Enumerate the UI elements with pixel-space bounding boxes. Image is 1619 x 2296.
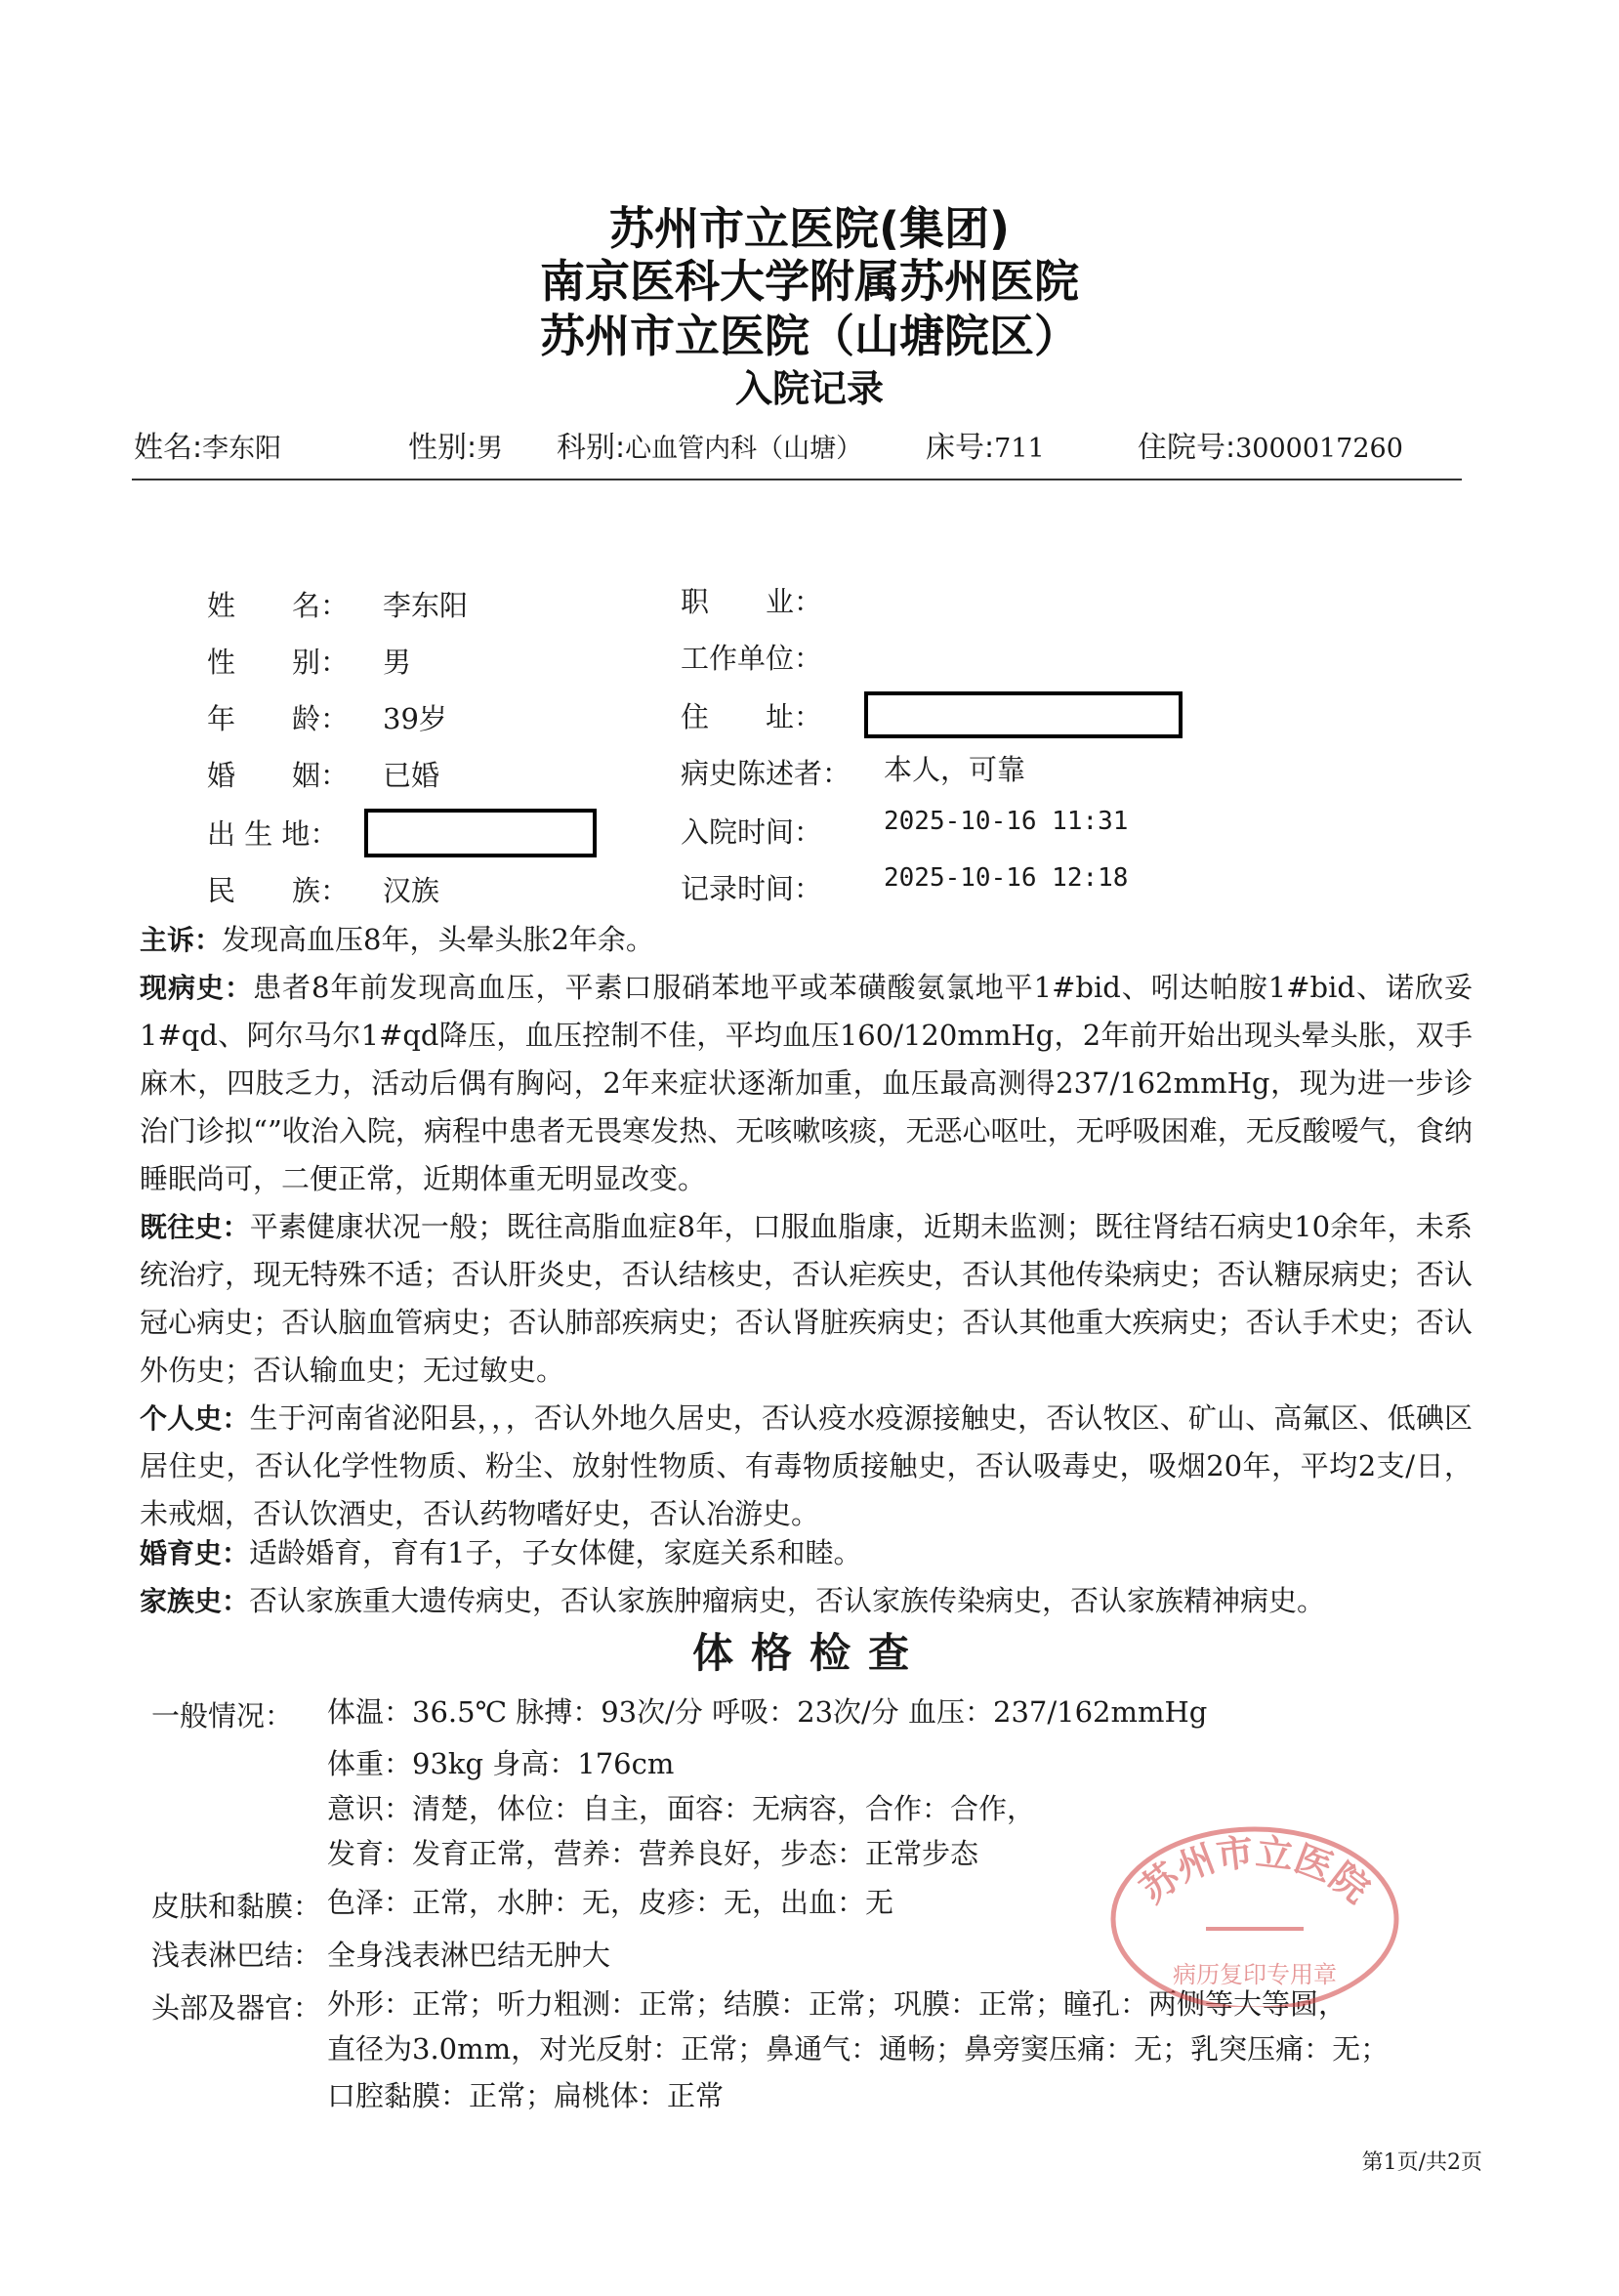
- info-admit-time-label: 入院时间：: [681, 815, 823, 849]
- present-illness: 现病史：患者8年前发现高血压，平素口服硝苯地平或苯磺酸氨氯地平1#bid、吲达帕胺1#bid、诺欣妥1#qd、阿尔马尔1#qd降压，血压控制不佳，平均血压160/120mmHg，2年前开始出现头晕头胀，双手麻木，四肢乏力，活动后偶有胸闷，2年来症状逐渐加重，血压最高测得237/162mmHg，现为进一步诊治门诊拟“”收治入院，病程中患者无畏寒发热、无咳嗽咳痰，无恶心呕吐，无呼吸困难，无反酸嗳气，食纳睡眠尚可，二便正常，近期体重无明显改变。: [140, 971, 1473, 1195]
- info-narrator-label: 病史陈述者：: [681, 757, 851, 790]
- exam-skin: 色泽：正常，水肿：无，皮疹：无，出血：无: [327, 1886, 894, 1919]
- info-marital-label: 婚 姻：: [207, 759, 350, 792]
- svg-text:苏州市立医院: 苏州市立医院: [1132, 1830, 1378, 1912]
- header-department: 科别:心血管内科（山塘）: [557, 431, 863, 465]
- info-ethnicity-label: 民 族：: [207, 874, 350, 907]
- personal-history: 个人史：生于河南省泌阳县，，，否认外地久居史，否认疫水疫源接触史，否认牧区、矿山、高氟区、低碘区居住史，否认化学性物质、粉尘、放射性物质、有毒物质接触史，否认吸毒史，吸烟20年，平均2支/日，未戒烟，否认饮酒史，否认药物嗜好史，否认冶游史。: [140, 1401, 1473, 1530]
- exam-general-consciousness: 意识：清楚，体位：自主，面容：无病容，合作：合作，: [327, 1792, 1036, 1825]
- exam-general-development: 发育：发育正常，营养：营养良好，步态：正常步态: [327, 1837, 979, 1870]
- info-address-label: 住 址：: [681, 700, 823, 733]
- chief-complaint: 主诉：发现高血压8年，头晕头胀2年余。: [140, 923, 654, 956]
- exam-lymph-label: 浅表淋巴结：: [151, 1939, 322, 1972]
- exam-head-line1: 外形：正常；听力粗测：正常；结膜：正常；巩膜：正常；瞳孔：两侧等大等圆，: [327, 1987, 1348, 2021]
- info-narrator: 本人，可靠: [884, 753, 1026, 786]
- info-ethnicity: 汉族: [383, 874, 440, 907]
- exam-general-vitals: 体温：36.5℃ 脉搏：93次/分 呼吸：23次/分 血压：237/162mmHg: [327, 1695, 1208, 1729]
- birthplace-redaction: [364, 809, 597, 857]
- info-employer-label: 工作单位：: [681, 642, 823, 675]
- svg-text:病历复印专用章: 病历复印专用章: [1173, 1961, 1337, 1988]
- exam-lymph: 全身浅表淋巴结无肿大: [327, 1939, 611, 1972]
- header-admission-number: 住院号:3000017260: [1138, 431, 1403, 465]
- info-sex: 男: [383, 646, 412, 679]
- info-age-label: 年 龄：: [207, 702, 350, 735]
- info-sex-label: 性 别：: [207, 646, 350, 679]
- document-title: 入院记录: [734, 367, 884, 410]
- address-redaction: [864, 691, 1183, 738]
- header-divider: [132, 479, 1462, 480]
- exam-head-line3: 口腔黏膜：正常；扁桃体：正常: [327, 2079, 725, 2112]
- header-sex: 性别:男: [408, 431, 504, 465]
- campus-name: 苏州市立医院（山塘院区）: [540, 310, 1079, 362]
- info-admit-time: 2025-10-16 11:31: [884, 807, 1129, 836]
- info-age: 39岁: [383, 702, 447, 735]
- page-number: 第1页/共2页: [1361, 2150, 1482, 2175]
- affiliated-hospital-name: 南京医科大学附属苏州医院: [540, 255, 1079, 308]
- family-history: 家族史：否认家族重大遗传病史，否认家族肿瘤病史，否认家族传染病史，否认家族精神病史。: [140, 1584, 1326, 1617]
- exam-head-line2: 直径为3.0mm，对光反射：正常；鼻通气：通畅；鼻旁窦压痛：无；乳突压痛：无；: [327, 2032, 1390, 2066]
- info-name: 李东阳: [383, 589, 469, 622]
- exam-skin-label: 皮肤和黏膜：: [151, 1890, 322, 1923]
- header-name: 姓名:李东阳: [134, 431, 282, 465]
- info-birthplace-label: 出 生 地：: [207, 817, 339, 851]
- hospital-seal-stamp: [1103, 1812, 1406, 2007]
- past-history: 既往史：平素健康状况一般；既往高脂血症8年，口服血脂康，近期未监测；既往肾结石病史10余年，未系统治疗，现无特殊不适；否认肝炎史，否认结核史，否认疟疾史，否认其他传染病史；否认糖尿病史；否认冠心病史；否认脑血管病史；否认肺部疾病史；否认肾脏疾病史；否认其他重大疾病史；否认手术史；否认外伤史；否认输血史；无过敏史。: [140, 1210, 1473, 1387]
- hospital-group-name: 苏州市立医院(集团): [608, 202, 1011, 255]
- info-record-time: 2025-10-16 12:18: [884, 863, 1129, 893]
- info-job-label: 职 业：: [681, 585, 823, 618]
- info-name-label: 姓 名：: [207, 589, 350, 622]
- exam-general-label: 一般情况：: [151, 1699, 294, 1732]
- exam-head-label: 头部及器官：: [151, 1991, 322, 2025]
- info-record-time-label: 记录时间：: [681, 872, 823, 905]
- exam-general-body: 体重：93kg 身高：176cm: [327, 1747, 675, 1780]
- marriage-history: 婚育史：适龄婚育，育有1子，子女体健，家庭关系和睦。: [140, 1536, 862, 1569]
- header-bed: 床号:711: [926, 431, 1045, 465]
- info-marital: 已婚: [383, 759, 440, 792]
- physical-exam-title: 体格检查: [691, 1629, 927, 1677]
